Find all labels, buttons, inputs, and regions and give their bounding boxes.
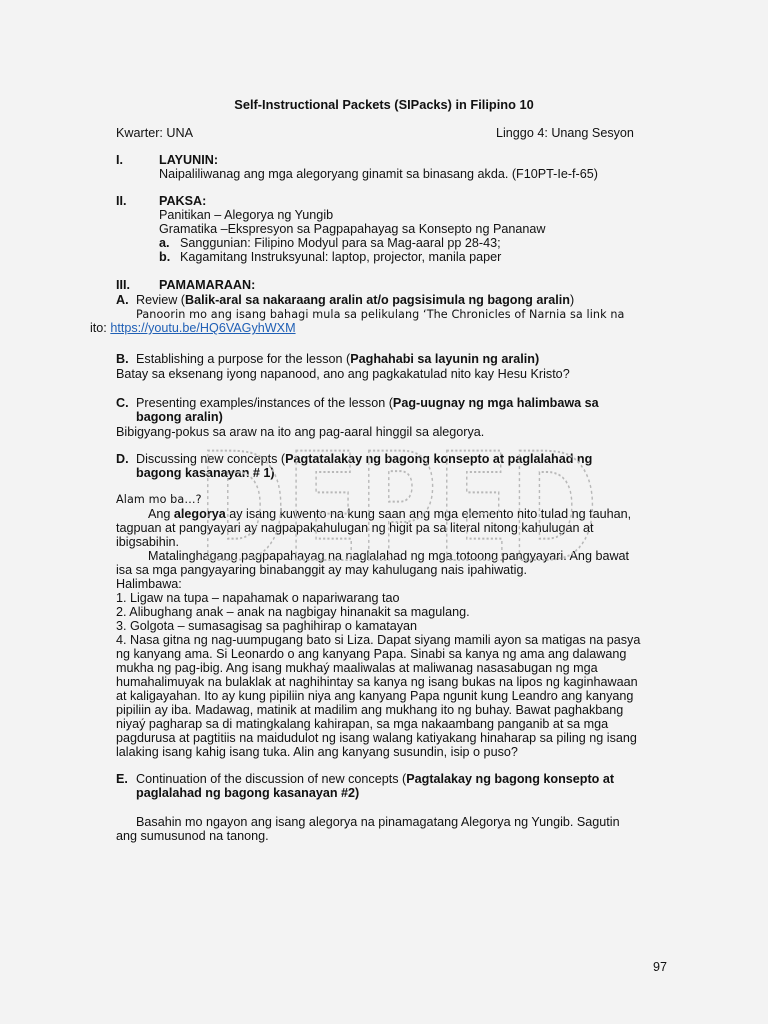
example-4-line9: lalaking isang kahig isang tuka. Alin ang kanyang susundin, isip o puso?: [116, 745, 518, 759]
section-1-number: I.: [116, 153, 123, 167]
item-e-instruction-line2: ang sumusunod na tanong.: [116, 829, 269, 843]
alam-mo-ba: Alam mo ba…?: [116, 493, 202, 506]
item-a-link-line: ito: https://youtu.be/HQ6VAGyhWXM: [90, 321, 296, 335]
example-4-line1: 4. Nasa gitna ng nag-uumpugang bato si Liza. Dapat siyang mamili ayon sa matigas na pasya: [116, 633, 641, 647]
page-number: 97: [653, 960, 668, 974]
example-4-line3: mukha ng pag-ibig. Ang isang mukhaý maaliwalas at maliwanag nasasabugan ng mga: [116, 661, 598, 675]
item-c-focus: Bibigyang-pokus sa araw na ito ang pag-aaral hinggil sa alegorya.: [116, 425, 485, 439]
section-2-panitikan: Panitikan – Alegorya ng Yungib: [159, 208, 334, 222]
alegorya-definition-line1: Ang alegorya ay isang kuwento na kung saan ang mga elemento nito tulad ng tauhan,: [148, 507, 632, 521]
example-1: 1. Ligaw na tupa – napahamak o napariwarang tao: [116, 591, 400, 605]
section-1-objective: Naipaliliwanag ang mga alegoryang ginamit sa binasang akda. (F10PT-Ie-f-65): [159, 167, 598, 181]
section-2-gramatika: Gramatika –Ekspresyon sa Pagpapahayag sa Konsepto ng Pananaw: [159, 222, 546, 236]
alegorya-definition-line3: ibigsabihin.: [116, 535, 180, 549]
alegorya-note-line2: isa sa mga pangyayaring binabanggit ay may kahulugang nais ipahiwatig.: [116, 563, 527, 577]
item-c-heading: Presenting examples/instances of the lesson (Pag-uugnay ng mga halimbawa sa: [136, 396, 599, 410]
alegorya-note-line1: Matalinghagang pagpapahayag na naglalahad ng mga totoong pangyayari. Ang bawat: [148, 549, 630, 563]
example-4-line5: at kaligayahan. Ito ay kung pipiliin niya ang kanyang Papa ngunit kung Leandro ang kanyang: [116, 689, 634, 703]
item-c-heading-cont: bagong aralin): [136, 410, 223, 424]
example-4-line8: pagdurusa at pagtitiis na maidudulot ng isang walang katiyakang hinaharap sa piling ng isang: [116, 731, 637, 745]
item-d-label: D.: [116, 452, 129, 466]
item-b-heading: Establishing a purpose for the lesson (Paghahabi sa layunin ng aralin): [136, 352, 540, 366]
linggo-label: Linggo 4: Unang Sesyon: [496, 126, 634, 140]
item-e-heading: Continuation of the discussion of new concepts (Pagtalakay ng bagong konsepto at: [136, 772, 615, 786]
youtube-link[interactable]: https://youtu.be/HQ6VAGyhWXM: [110, 321, 296, 335]
halimbawa-label: Halimbawa:: [116, 577, 182, 591]
section-2-b-text: Kagamitang Instruksyunal: laptop, projector, manila paper: [180, 250, 502, 264]
example-4-line6: pipiliin ay iba. Madawag, matinik at madilim ang mukhang ito ng buhay. Bawat paghakbang: [116, 703, 624, 717]
section-2-number: II.: [116, 194, 127, 208]
item-c-label: C.: [116, 396, 129, 410]
item-a-label: A.: [116, 293, 129, 307]
item-e-heading-cont: paglalahad ng bagong kasanayan #2): [136, 786, 360, 800]
section-2-heading: PAKSA:: [159, 194, 207, 208]
item-b-label: B.: [116, 352, 129, 366]
item-a-heading: Review (Balik-aral sa nakaraang aralin at/o pagsisimula ng bagong aralin): [136, 293, 575, 307]
section-2-b-label: b.: [159, 250, 171, 264]
example-3: 3. Golgota – sumasagisag sa paghihirap o kamatayan: [116, 619, 418, 633]
item-e-instruction-line1: Basahin mo ngayon ang isang alegorya na pinamagatang Alegorya ng Yungib. Sagutin: [136, 815, 620, 829]
section-3-heading: PAMAMARAAN:: [159, 278, 256, 292]
example-4-line7: niyaý pagharap sa di matingkalang kahirapan, sa mga nakaambang panganib at sa mga: [116, 717, 609, 731]
item-d-heading-cont: bagong kasanayan # 1): [136, 466, 275, 480]
section-2-a-label: a.: [159, 236, 170, 250]
kwarter-label: Kwarter: UNA: [116, 126, 193, 140]
alegorya-definition-line2: tagpuan at pangyayari ay nagpapakahulugan ng higit pa sa literal nitong kahulugan at: [116, 521, 594, 535]
item-a-instruction: Panoorin mo ang isang bahagi mula sa pelikulang ‘The Chronicles of Narnia sa link na: [136, 308, 625, 321]
section-3-number: III.: [116, 278, 130, 292]
watermark-text: DEPED: [198, 440, 598, 596]
item-d-heading: Discussing new concepts (Pagtatalakay ng bagong konsepto at paglalahad ng: [136, 452, 593, 466]
section-1-heading: LAYUNIN:: [159, 153, 219, 167]
example-4-line2: ng kanyang ama. Si Leonardo o ang kanyang Papa. Sinabi sa kanya ng ama ang dalawang: [116, 647, 627, 661]
section-2-a-text: Sanggunian: Filipino Modyul para sa Mag-aaral pp 28-43;: [180, 236, 501, 250]
item-e-label: E.: [116, 772, 128, 786]
document-title: Self-Instructional Packets (SIPacks) in Filipino 10: [234, 97, 534, 112]
item-b-question: Batay sa eksenang iyong napanood, ano ang pagkakatulad nito kay Hesu Kristo?: [116, 367, 570, 381]
example-2: 2. Alibughang anak – anak na nagbigay hinanakit sa magulang.: [116, 605, 470, 619]
example-4-line4: humahalimuyak na bulaklak at naghihintay sa kanya ng isang bukas na lipos ng kaginhawaan: [116, 675, 638, 689]
